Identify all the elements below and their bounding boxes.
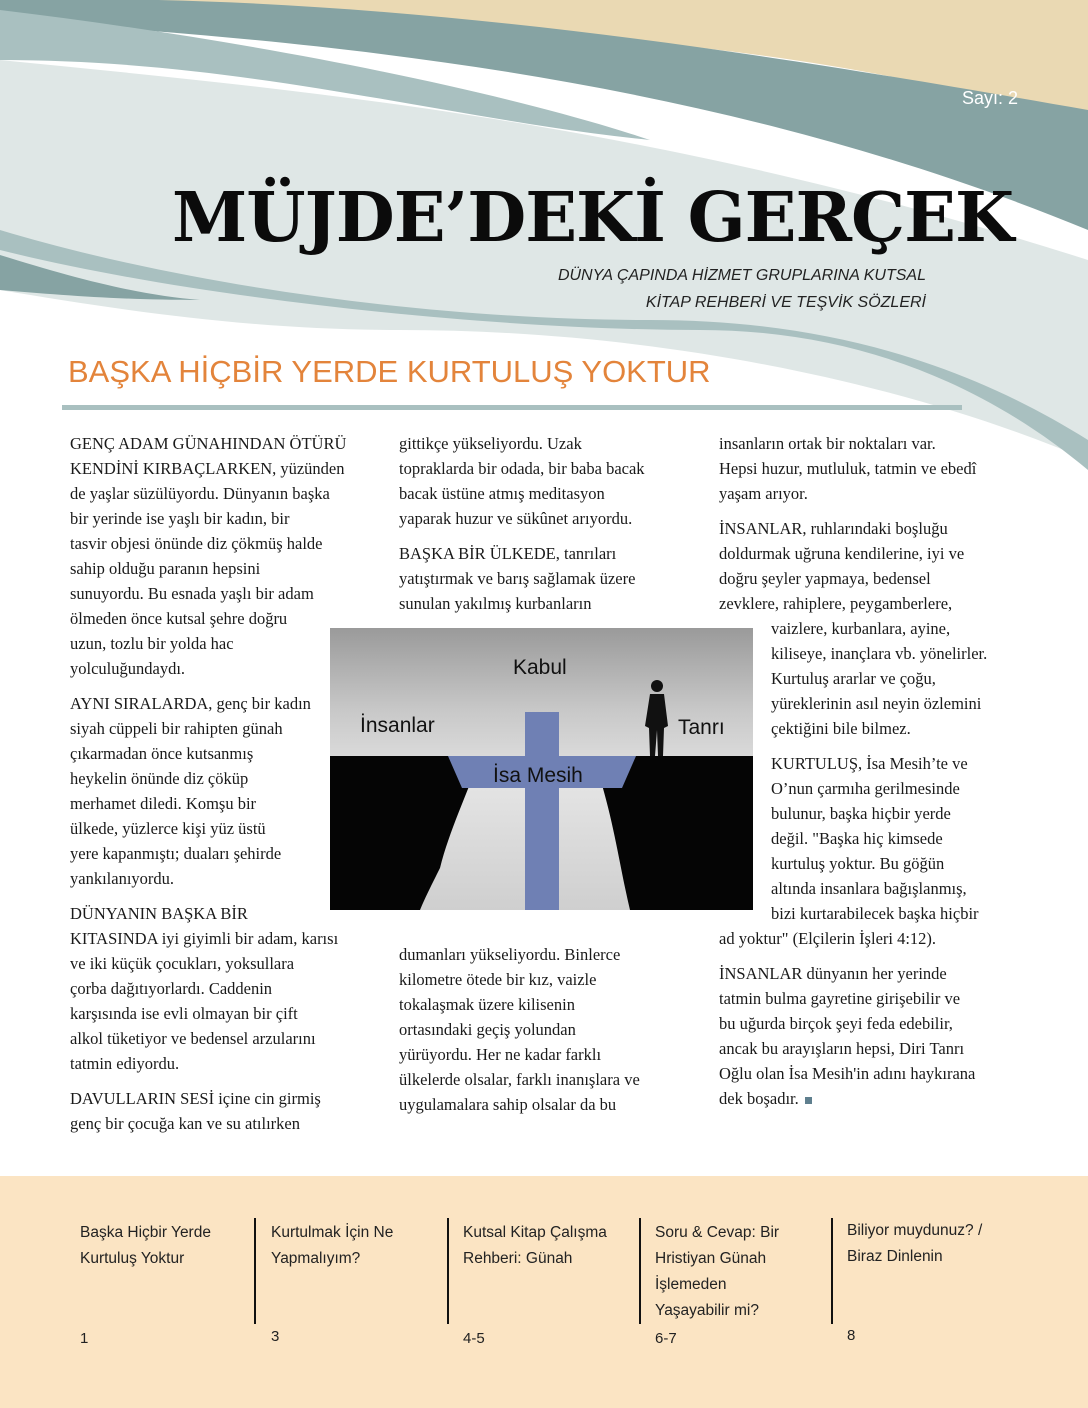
text-line: bu uğurda birçok şeyi feda edebilir, xyxy=(719,1014,953,1033)
text-line: sunulan yakılmış kurbanların xyxy=(399,594,592,613)
label-acceptance: Kabul xyxy=(513,656,567,679)
article-paragraph xyxy=(399,431,645,531)
text-line: yürüyordu. Her ne kadar farklı xyxy=(399,1045,602,1064)
text-line: DÜNYANIN BAŞKA BİR xyxy=(70,904,248,923)
text-line: ülkede, yüzlerce kişi yüz üstü xyxy=(70,819,266,838)
label-god: Tanrı xyxy=(678,716,725,739)
headline-divider xyxy=(62,405,962,410)
text-line: ülkelerde olsalar, farklı inanışlara ve xyxy=(399,1070,640,1089)
text-line: yaşam arıyor. xyxy=(719,484,808,503)
issue-number: Sayı: 2 xyxy=(962,88,1019,108)
newsletter-subtitle xyxy=(558,262,926,316)
text-line: alkol tüketiyor ve bedensel arzularını xyxy=(70,1029,316,1048)
bridge-to-god-illustration xyxy=(330,628,753,910)
toc-page-5: 8 xyxy=(847,1327,856,1344)
text-line: kiliseye, inançlara vb. yönelirler. xyxy=(771,644,988,663)
text-line: Oğlu olan İsa Mesih'in adını haykırana xyxy=(719,1064,976,1083)
text-line: yolculuğundaydı. xyxy=(70,659,186,678)
text-line: vaizlere, kurbanlara, ayine, xyxy=(771,619,951,638)
text-line: tokalaşmak üzere kilisenin xyxy=(399,995,575,1014)
article-paragraph xyxy=(70,1086,346,1136)
text-line: yaparak huzur ve sükûnet arıyordu. xyxy=(399,509,633,528)
text-line: heykelin önünde diz çöküp xyxy=(70,769,249,788)
article-paragraph xyxy=(719,516,987,741)
toc-divider xyxy=(447,1218,449,1324)
text-line: çektiğini bile bilmez. xyxy=(771,719,911,738)
article-headline: BAŞKA HİÇBİR YERDE KURTULUŞ YOKTUR xyxy=(68,354,711,389)
subtitle-line: KİTAP REHBERİ VE TEŞVİK SÖZLERİ xyxy=(645,294,926,311)
article-paragraph xyxy=(719,751,987,951)
text-line: KENDİNİ KIRBAÇLARKEN, yüzünden xyxy=(70,459,345,478)
article-paragraph xyxy=(70,691,346,891)
text-line: KURTULUŞ, İsa Mesih’te ve xyxy=(771,754,968,773)
text-line: BAŞKA BİR ÜLKEDE, tanrıları xyxy=(399,544,617,563)
text-line: ad yoktur" (Elçilerin İşleri 4:12). xyxy=(719,929,937,948)
text-line: yere kapanmıştı; duaları şehirde xyxy=(70,844,282,863)
text-line: çorba dağıtıyorlardı. Caddenin xyxy=(70,979,273,998)
person-silhouette-icon xyxy=(645,680,668,756)
article-paragraph xyxy=(719,961,987,1111)
text-line: insanların ortak bir noktaları var. xyxy=(719,434,936,453)
text-line: değil. "Başka hiç kimsede xyxy=(771,829,943,848)
article-column-1 xyxy=(70,431,346,1146)
toc-item-2[interactable]: Kurtulmak İçin Ne Yapmalıyım? xyxy=(271,1224,394,1267)
toc-item-1[interactable]: Başka Hiçbir Yerde Kurtuluş Yoktur xyxy=(80,1224,211,1267)
text-line: İNSANLAR dünyanın her yerinde xyxy=(719,964,947,983)
text-line: zevklere, rahiplere, peygamberlere, xyxy=(719,594,953,613)
article-column-2-top xyxy=(399,431,645,626)
toc-item-5[interactable]: Biliyor muydunuz? / Biraz Dinlenin xyxy=(847,1222,983,1265)
text-line: uygulamalara sahip olsalar da bu xyxy=(399,1095,617,1114)
text-line: dumanları yükseliyordu. Binlerce xyxy=(399,945,621,964)
text-line: yankılanıyordu. xyxy=(70,869,175,888)
article-column-2-bottom xyxy=(399,942,640,1127)
toc-divider xyxy=(831,1218,833,1324)
article-paragraph xyxy=(399,541,645,616)
text-line: topraklarda bir odada, bir baba bacak xyxy=(399,459,645,478)
text-line: kurtuluş yoktur. Bu göğün xyxy=(771,854,945,873)
toc-page-3: 4-5 xyxy=(463,1330,485,1347)
text-line: tatmin ediyordu. xyxy=(70,1054,180,1073)
text-line: uzun, tozlu bir yolda hac xyxy=(70,634,234,653)
toc-item-4[interactable]: Soru & Cevap: Bir Hristiyan Günah İşlemeden Yaşayabilir mi? xyxy=(655,1224,780,1319)
text-line: sahip olduğu paranın hepsini xyxy=(70,559,261,578)
article-paragraph xyxy=(70,431,346,681)
text-line: çıkarmadan önce kutsanmış xyxy=(70,744,254,763)
text-line: tatmin bulma gayretine girişebilir ve xyxy=(719,989,961,1008)
text-line: doğru şeyler yapmaya, bedensel xyxy=(719,569,931,588)
subtitle-line: DÜNYA ÇAPINDA HİZMET GRUPLARINA KUTSAL xyxy=(557,267,926,284)
toc-divider xyxy=(254,1218,256,1324)
article-paragraph xyxy=(70,901,346,1076)
text-line: bulunur, başka hiçbir yerde xyxy=(771,804,951,823)
text-line: ortasındaki geçiş yolundan xyxy=(399,1020,576,1039)
text-line: genç bir çocuğa kan ve su atılırken xyxy=(70,1114,300,1133)
text-line: Hepsi huzur, mutluluk, tatmin ve ebedî xyxy=(719,459,977,478)
text-line: bir yerinde ise yaşlı bir kadın, bir xyxy=(70,509,290,528)
text-line: DAVULLARIN SESİ içine cin girmiş xyxy=(70,1089,321,1108)
text-line: GENÇ ADAM GÜNAHINDAN ÖTÜRÜ xyxy=(70,434,347,453)
text-line: ve iki küçük çocukları, yoksullara xyxy=(70,954,295,973)
text-line: bacak üstüne atmış meditasyon xyxy=(399,484,605,503)
contents-footer xyxy=(0,1176,1088,1408)
toc-item-3[interactable]: Kutsal Kitap Çalışma Rehberi: Günah xyxy=(463,1224,607,1267)
text-line: AYNI SIRALARDA, genç bir kadın xyxy=(70,694,311,713)
text-line: doldurmak uğruna kendilerine, iyi ve xyxy=(719,544,965,563)
toc-page-4: 6-7 xyxy=(655,1330,677,1347)
text-line: tasvir objesi önünde diz çökmüş halde xyxy=(70,534,323,553)
toc-page-1: 1 xyxy=(80,1330,89,1347)
toc-divider xyxy=(639,1218,641,1324)
text-line: KITASINDA iyi giyimli bir adam, karısı xyxy=(70,929,339,948)
label-jesus: İsa Mesih xyxy=(493,764,583,787)
toc-page-2: 3 xyxy=(271,1328,280,1345)
text-line: ancak bu arayışların hepsi, Diri Tanrı xyxy=(719,1039,965,1058)
article-paragraph xyxy=(719,431,987,506)
text-line: dek boşadır. xyxy=(719,1086,987,1111)
text-line: yatıştırmak ve barış sağlamak üzere xyxy=(399,569,636,588)
end-of-article-icon xyxy=(805,1097,812,1104)
text-line: gittikçe yükseliyordu. Uzak xyxy=(399,434,582,453)
article-paragraph xyxy=(399,942,640,1117)
text-line: bizi kurtarabilecek başka hiçbir xyxy=(771,904,979,923)
text-line: altında insanlara bağışlanmış, xyxy=(771,879,967,898)
text-line: karşısında ise evli olmayan bir çift xyxy=(70,1004,298,1023)
text-line: İNSANLAR, ruhlarındaki boşluğu xyxy=(719,519,948,538)
text-line: yüreklerinin asıl neyin özlemini xyxy=(771,694,982,713)
text-line: sunuyordu. Bu esnada yaşlı bir adam xyxy=(70,584,314,603)
newsletter-title: MÜJDE’DEKİ GERÇEK xyxy=(172,178,1014,258)
text-line: kilometre ötede bir kız, vaizle xyxy=(399,970,597,989)
text-line: de yaşlar süzülüyordu. Dünyanın başka xyxy=(70,484,330,503)
text-line: O’nun çarmıha gerilmesinde xyxy=(771,779,960,798)
text-line: siyah cüppeli bir rahipten günah xyxy=(70,719,283,738)
label-people: İnsanlar xyxy=(360,714,435,737)
text-line: Kurtuluş ararlar ve çoğu, xyxy=(771,669,936,688)
article-column-3 xyxy=(719,431,987,1121)
text-line: merhamet diledi. Komşu bir xyxy=(70,794,257,813)
text-line: ölmeden önce kutsal şehre doğru xyxy=(70,609,288,628)
